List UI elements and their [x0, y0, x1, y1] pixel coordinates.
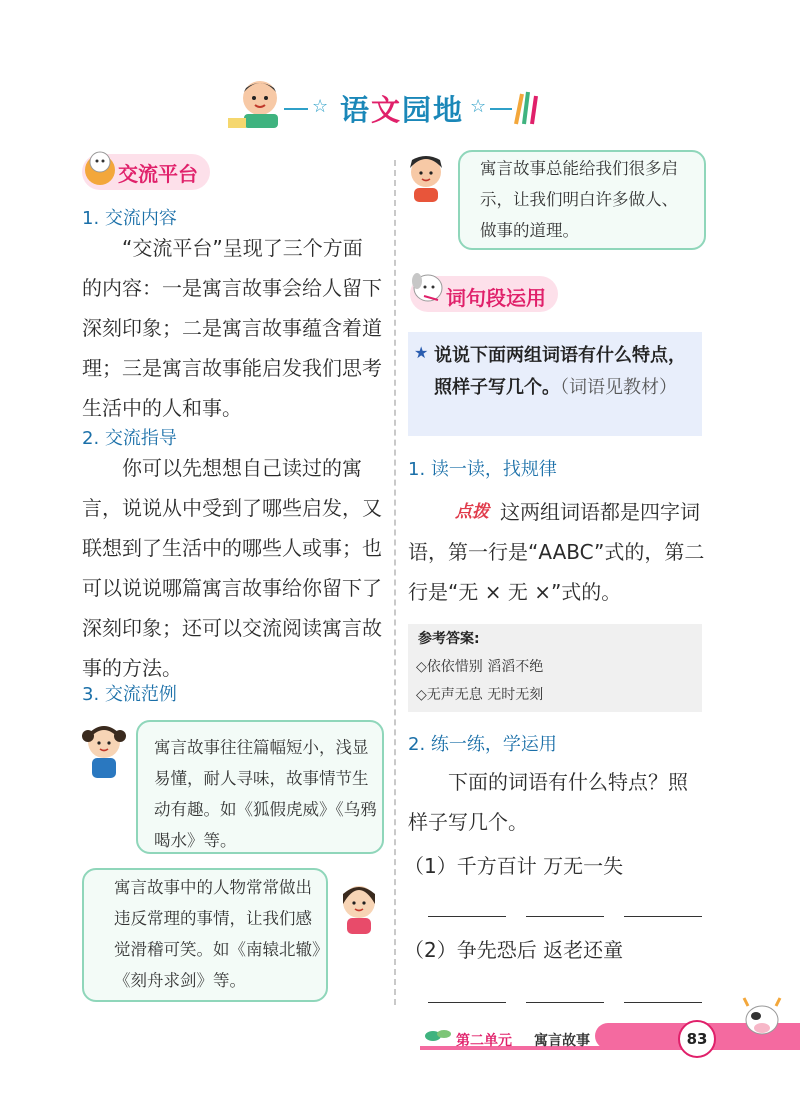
answer-blank[interactable] [526, 1002, 604, 1003]
task-instruction: 说说下面两组词语有什么特点，照样子写几个。 [434, 345, 686, 398]
task-note: （词语见教材） [560, 377, 677, 398]
answer-blank[interactable] [526, 916, 604, 917]
page-number: 83 [678, 1020, 716, 1058]
answer-blank[interactable] [624, 916, 702, 917]
tip-label: 点拨 [455, 502, 489, 522]
answer-blank[interactable] [428, 916, 506, 917]
title-line-right [490, 108, 512, 110]
subheading-exchange-guide: 2. 交流指导 [82, 428, 177, 449]
paragraph-exchange-content: “交流平台”呈现了三个方面的内容：一是寓言故事会给人留下深刻印象；二是寓言故事蕴含着道理；三是寓言故事能启发我们思考生活中的人和事。 [82, 236, 382, 420]
boy-reading-icon [222, 72, 292, 132]
tip-paragraph: 这两组词语都是四字词语，第一行是“AABC”式的，第二行是“无 × 无 ×”式的。 [408, 500, 705, 604]
answer-title: 参考答案: [418, 631, 480, 647]
answer-blank[interactable] [428, 1002, 506, 1003]
column-divider [394, 160, 396, 1005]
footer-topic: 寓言故事 [534, 1033, 590, 1049]
dog-icon [408, 266, 448, 310]
practice-paragraph: 下面的词语有什么特点？照样子写几个。 [408, 770, 688, 834]
page-title: 语文园地 [340, 93, 465, 127]
footer-unit: 第二单元 [456, 1033, 512, 1049]
answer-row: ◇依依惜别 滔滔不绝 [416, 659, 544, 675]
cow-icon [734, 994, 790, 1044]
answer-row: ◇无声无息 无时无刻 [416, 687, 544, 703]
speech-bubble-2-text: 寓言故事中的人物常常做出违反常理的事情，让我们感觉滑稽可笑。如《南辕北辙》《刻舟求剑》等。 [114, 878, 321, 990]
star-icon: ★ [414, 343, 429, 362]
section-title-usage: 词句段运用 [446, 286, 546, 310]
speech-bubble-1-text: 寓言故事往往篇幅短小，浅显易懂，耐人寻味，故事情节生动有趣。如《狐假虎威》《乌鸦喝水》等。 [154, 738, 377, 850]
exercise-2: （2）争先恐后 返老还童 [404, 938, 624, 962]
star-icon: ☆ [312, 96, 329, 117]
leaf-icon [424, 1026, 452, 1046]
subheading-exchange-example: 3. 交流范例 [82, 684, 177, 705]
girl-avatar [78, 720, 130, 780]
pencils-icon [510, 90, 542, 126]
boy-avatar [402, 150, 450, 204]
subheading-practice: 2. 练一练，学运用 [408, 734, 557, 755]
subheading-read: 1. 读一读，找规律 [408, 459, 557, 480]
cat-icon [80, 148, 120, 192]
speech-bubble-3-text: 寓言故事总能给我们很多启示，让我们明白许多做人、做事的道理。 [480, 159, 678, 240]
paragraph-exchange-guide: 你可以先想想自己读过的寓言，说说从中受到了哪些启发，又联想到了生活中的哪些人或事；也可以说说哪篇寓言故事给你留下了深刻印象；还可以交流阅读寓言故事的方法。 [82, 456, 382, 680]
section-title-exchange: 交流平台 [118, 162, 198, 186]
exercise-1: （1）千方百计 万无一失 [404, 854, 624, 878]
subheading-exchange-content: 1. 交流内容 [82, 208, 177, 229]
answer-blank[interactable] [624, 1002, 702, 1003]
title-line-left [284, 108, 308, 110]
star-icon: ☆ [470, 96, 487, 117]
girl-avatar [334, 880, 384, 936]
task-text [434, 340, 698, 404]
